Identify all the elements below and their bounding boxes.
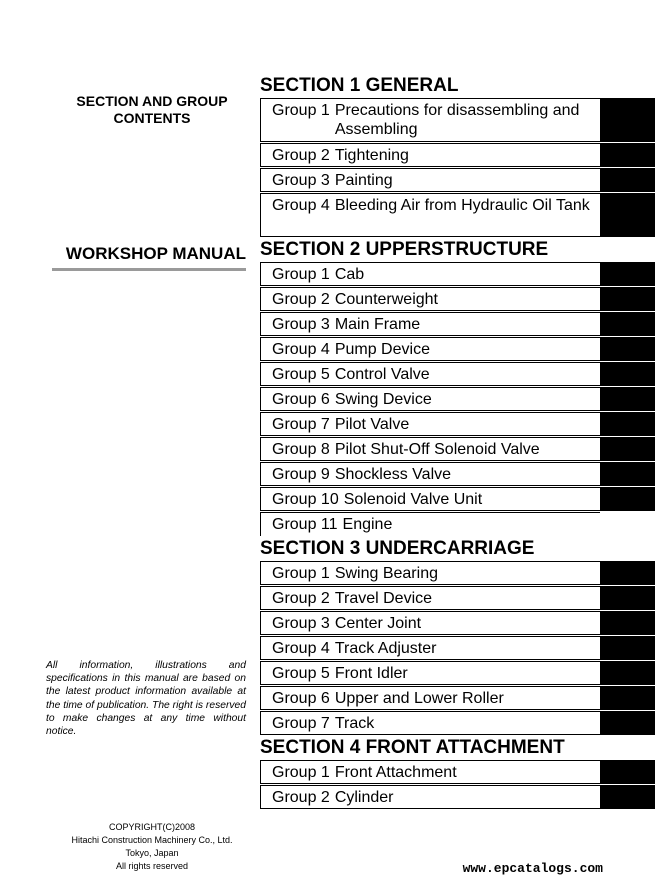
section-title[interactable]: SECTION 2 UPPERSTRUCTURE <box>260 239 549 260</box>
toc-group-row[interactable] <box>260 98 655 142</box>
toc-group-row[interactable] <box>260 760 655 784</box>
group-label: Group 10 <box>272 491 339 508</box>
group-title: Painting <box>334 172 393 189</box>
group-label: Group 1 <box>272 565 330 582</box>
section-index-tab[interactable] <box>600 312 655 336</box>
section-index-tab[interactable] <box>600 611 655 635</box>
group-label: Group 2 <box>272 291 330 308</box>
group-entry <box>272 265 594 284</box>
group-entry <box>272 564 594 583</box>
group-label: Group 1 <box>272 102 330 119</box>
group-entry <box>272 614 594 633</box>
group-label: Group 4 <box>272 197 330 214</box>
section-index-tab[interactable] <box>600 586 655 610</box>
group-entry <box>272 415 594 434</box>
toc-group-row[interactable] <box>260 337 655 361</box>
section-index-tab[interactable] <box>600 143 655 167</box>
toc-group-row[interactable] <box>260 437 655 461</box>
group-title: Pump Device <box>334 341 430 358</box>
group-title: Engine <box>342 516 393 533</box>
toc-group-row[interactable] <box>260 611 655 635</box>
toc-group-row[interactable] <box>260 661 655 685</box>
section-index-tab[interactable] <box>600 437 655 461</box>
toc-group-row[interactable] <box>260 287 655 311</box>
section-index-tab[interactable] <box>600 785 655 809</box>
section-index-tab[interactable] <box>600 168 655 192</box>
group-label: Group 2 <box>272 789 330 806</box>
group-label: Group 7 <box>272 715 330 732</box>
group-title: Counterweight <box>334 291 438 308</box>
toc-group-row[interactable] <box>260 487 655 511</box>
contents-heading-line: CONTENTS <box>113 110 191 126</box>
section-index-tab[interactable] <box>600 487 655 511</box>
group-entry <box>272 763 594 782</box>
company-line: Hitachi Construction Machinery Co., Ltd. <box>71 835 233 845</box>
group-entry <box>272 390 594 409</box>
group-entry <box>272 340 594 359</box>
toc-group-row[interactable] <box>260 412 655 436</box>
group-entry <box>272 101 594 139</box>
watermark-url[interactable]: www.epcatalogs.com <box>462 861 603 876</box>
section-index-tab[interactable] <box>600 362 655 386</box>
group-title: Solenoid Valve Unit <box>343 491 483 508</box>
group-label: Group 3 <box>272 172 330 189</box>
group-entry <box>272 639 594 658</box>
group-label: Group 6 <box>272 690 330 707</box>
group-entry <box>272 714 594 733</box>
group-title: Bleeding Air from Hydraulic Oil Tank <box>334 197 590 214</box>
group-label: Group 5 <box>272 665 330 682</box>
toc-group-row[interactable] <box>260 586 655 610</box>
location-line: Tokyo, Japan <box>125 848 179 858</box>
group-entry <box>272 365 594 384</box>
group-label: Group 7 <box>272 416 330 433</box>
disclaimer-text: All information, illustrations and specifications in this manual are based on the latest product information available at the time of publication. The right is reserved to make changes at any time without notice. <box>46 660 246 738</box>
contents-heading-line: SECTION AND GROUP <box>76 93 228 109</box>
section-index-tab[interactable] <box>600 760 655 784</box>
group-title: Cylinder <box>334 789 394 806</box>
section-title[interactable]: SECTION 3 UNDERCARRIAGE <box>260 538 535 559</box>
group-entry <box>272 290 594 309</box>
section-index-tab[interactable] <box>600 661 655 685</box>
section-index-tab[interactable] <box>600 262 655 286</box>
group-entry <box>272 171 594 190</box>
group-title: Track Adjuster <box>334 640 437 657</box>
toc-group-row[interactable] <box>260 168 655 192</box>
group-title: Precautions for disassembling and Assembling <box>334 102 580 138</box>
manual-title: WORKSHOP MANUAL <box>52 244 246 271</box>
toc-group-row[interactable] <box>260 262 655 286</box>
group-title: Shockless Valve <box>334 466 452 483</box>
group-title: Upper and Lower Roller <box>334 690 504 707</box>
toc-group-row[interactable] <box>260 636 655 660</box>
group-label: Group 3 <box>272 615 330 632</box>
section-index-tab[interactable] <box>600 412 655 436</box>
group-entry <box>272 490 594 509</box>
group-title: Main Frame <box>334 316 421 333</box>
toc-group-row[interactable] <box>260 512 655 536</box>
group-title: Pilot Valve <box>334 416 410 433</box>
group-label: Group 5 <box>272 366 330 383</box>
group-entry <box>272 315 594 334</box>
toc-group-row[interactable] <box>260 312 655 336</box>
group-entry <box>272 465 594 484</box>
toc-group-row[interactable] <box>260 387 655 411</box>
section-index-tab[interactable] <box>600 287 655 311</box>
group-label: Group 4 <box>272 341 330 358</box>
toc-group-row[interactable] <box>260 785 655 809</box>
toc-group-row[interactable] <box>260 561 655 585</box>
toc-group-row[interactable] <box>260 193 655 237</box>
group-entry <box>272 146 594 165</box>
table-of-contents <box>260 74 655 810</box>
group-label: Group 1 <box>272 266 330 283</box>
toc-group-row[interactable] <box>260 362 655 386</box>
group-title: Swing Device <box>334 391 432 408</box>
copyright-block <box>52 821 252 873</box>
group-title: Track <box>334 715 375 732</box>
group-label: Group 4 <box>272 640 330 657</box>
rights-line: All rights reserved <box>115 861 189 871</box>
section-index-tab[interactable] <box>600 387 655 411</box>
contents-heading <box>52 93 252 127</box>
section-index-tab[interactable] <box>600 711 655 735</box>
group-title: Swing Bearing <box>334 565 438 582</box>
toc-group-row[interactable] <box>260 711 655 735</box>
group-label: Group 6 <box>272 391 330 408</box>
group-title: Control Valve <box>334 366 430 383</box>
group-title: Front Idler <box>334 665 408 682</box>
section-index-tab[interactable] <box>600 337 655 361</box>
group-title: Front Attachment <box>334 764 457 781</box>
section-index-tab[interactable] <box>600 686 655 710</box>
section-index-tab[interactable] <box>600 98 655 142</box>
group-entry <box>272 589 594 608</box>
toc-group-row[interactable] <box>260 462 655 486</box>
group-entry <box>272 689 594 708</box>
group-entry <box>272 788 594 807</box>
toc-group-row[interactable] <box>260 143 655 167</box>
group-label: Group 1 <box>272 764 330 781</box>
group-title: Center Joint <box>334 615 422 632</box>
section-index-tab[interactable] <box>600 462 655 486</box>
section-title[interactable]: SECTION 4 FRONT ATTACHMENT <box>260 737 565 758</box>
section-index-tab[interactable] <box>600 561 655 585</box>
group-label: Group 2 <box>272 590 330 607</box>
toc-group-row[interactable] <box>260 686 655 710</box>
group-entry <box>272 515 594 534</box>
group-label: Group 2 <box>272 147 330 164</box>
group-label: Group 9 <box>272 466 330 483</box>
group-entry <box>272 440 594 459</box>
section-index-tab[interactable] <box>600 636 655 660</box>
group-title: Travel Device <box>334 590 433 607</box>
group-label: Group 3 <box>272 316 330 333</box>
group-title: Cab <box>334 266 365 283</box>
group-entry <box>272 196 594 215</box>
group-title: Tightening <box>334 147 409 164</box>
section-title[interactable]: SECTION 1 GENERAL <box>260 75 459 96</box>
group-entry <box>272 664 594 683</box>
group-title: Pilot Shut-Off Solenoid Valve <box>334 441 540 458</box>
section-index-tab[interactable] <box>600 193 655 237</box>
copyright-line: COPYRIGHT(C)2008 <box>108 822 196 832</box>
group-label: Group 11 <box>272 516 338 533</box>
group-label: Group 8 <box>272 441 330 458</box>
